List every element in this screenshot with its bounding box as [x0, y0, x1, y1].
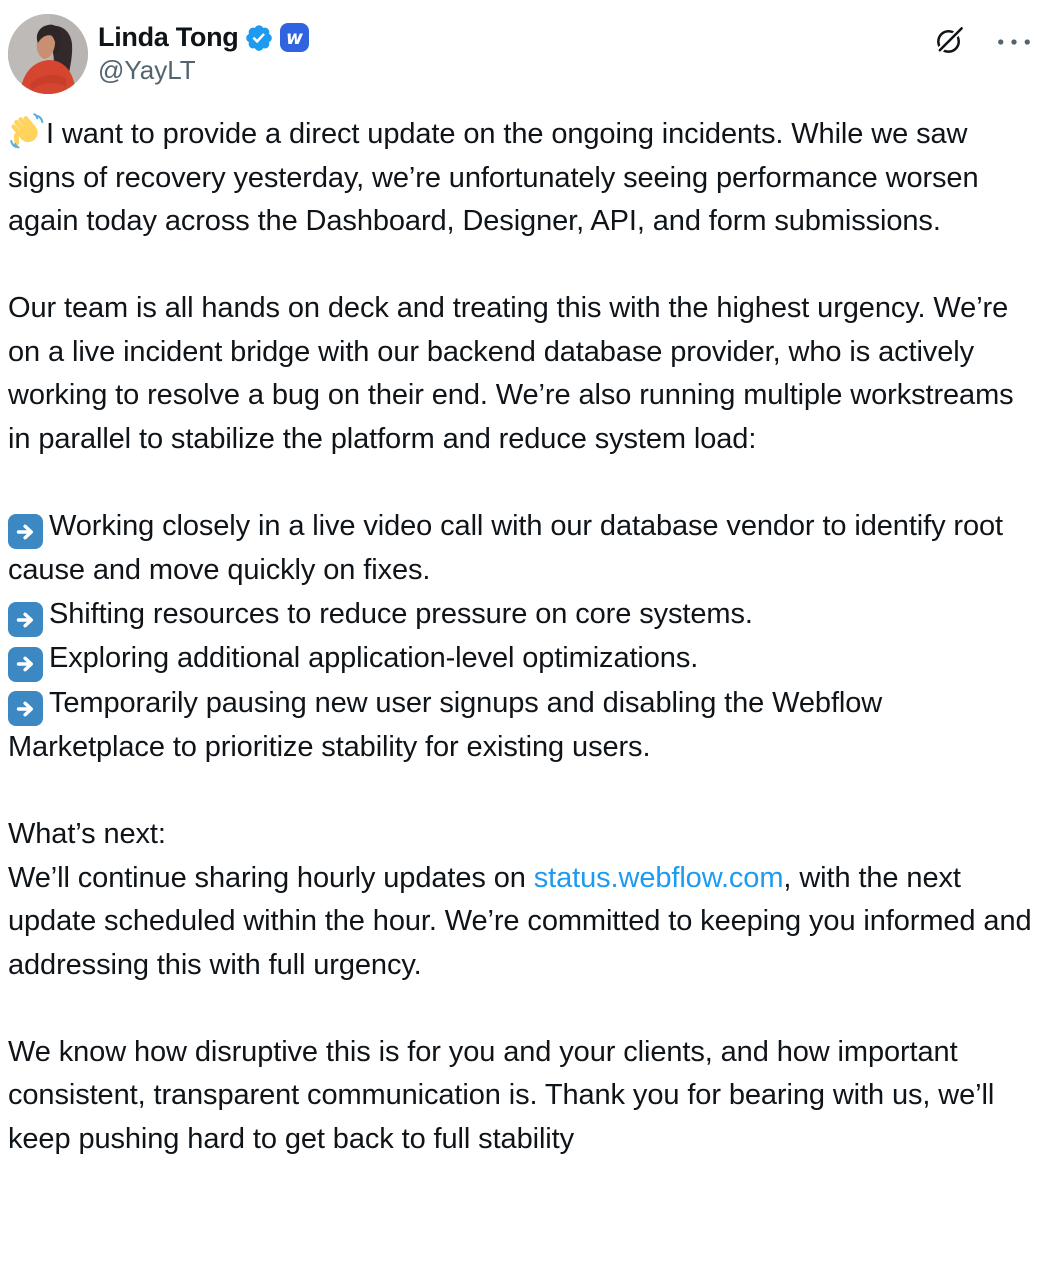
display-name[interactable]: Linda Tong [98, 22, 239, 52]
more-button[interactable] [996, 35, 1032, 50]
arrow-right-emoji [8, 691, 43, 726]
grok-icon [933, 24, 966, 57]
paragraph-intro [8, 113, 1038, 244]
bullet-text: Shifting resources to reduce pressure on core systems. [49, 597, 753, 630]
paragraph-whats-next [8, 813, 1038, 987]
verified-badge-icon [244, 23, 274, 53]
arrow-right-emoji [8, 647, 43, 682]
waving-hand-emoji [8, 113, 46, 151]
arrow-right-emoji [8, 602, 43, 637]
paragraph-team: Our team is all hands on deck and treating this with the highest urgency. We’re on a live incident bridge with our backend database provider, who is actively working to resolve a bug on their end. We’re also running multiple workstreams in parallel to stabilize the platform and reduce system load: [8, 292, 1014, 455]
updates-text-before-link: We’ll continue sharing hourly updates on [8, 861, 534, 894]
user-identity [98, 14, 309, 94]
paragraph-bullets [8, 505, 1038, 770]
user-handle[interactable]: @YayLT [98, 55, 196, 85]
webflow-logo-icon [280, 23, 309, 52]
arrow-right-emoji [8, 514, 43, 549]
updates-text-after-link: , with the next update scheduled within the hour. We’re committed to keeping you informed and addressing this with full urgency. [8, 861, 1032, 981]
tweet-text [8, 113, 1038, 1161]
bullet-text: Working closely in a live video call with our database vendor to identify root cause and move quickly on fixes. [8, 509, 1004, 586]
header-actions [933, 24, 1038, 60]
bullet-text: Temporarily pausing new user signups and disabling the Webflow Marketplace to prioritize stability for existing users. [8, 686, 883, 763]
intro-text: I want to provide a direct update on the ongoing incidents. While we saw signs of recovery yesterday, we’re unfortunately seeing performance worsen again today across the Dashboard, Designer, API, and form submissions. [8, 118, 979, 237]
bullet-text: Exploring additional application-level optimizations. [49, 642, 699, 674]
status-webflow-link[interactable]: status.webflow.com [533, 861, 784, 894]
svg-text:w: w [286, 27, 304, 49]
grok-button[interactable] [933, 24, 966, 60]
ellipsis-icon [996, 37, 1032, 47]
avatar-photo [8, 14, 88, 94]
paragraph-closing: We know how disruptive this is for you and your clients, and how important consistent, transparent communication is. Thank you for bearing with us, we’ll keep pushing hard to get back to full stability [8, 1035, 995, 1155]
webflow-affiliate-badge[interactable] [280, 23, 309, 52]
avatar[interactable] [8, 14, 88, 94]
tweet-header [8, 14, 1038, 94]
whats-next-label: What’s next: [8, 818, 166, 850]
